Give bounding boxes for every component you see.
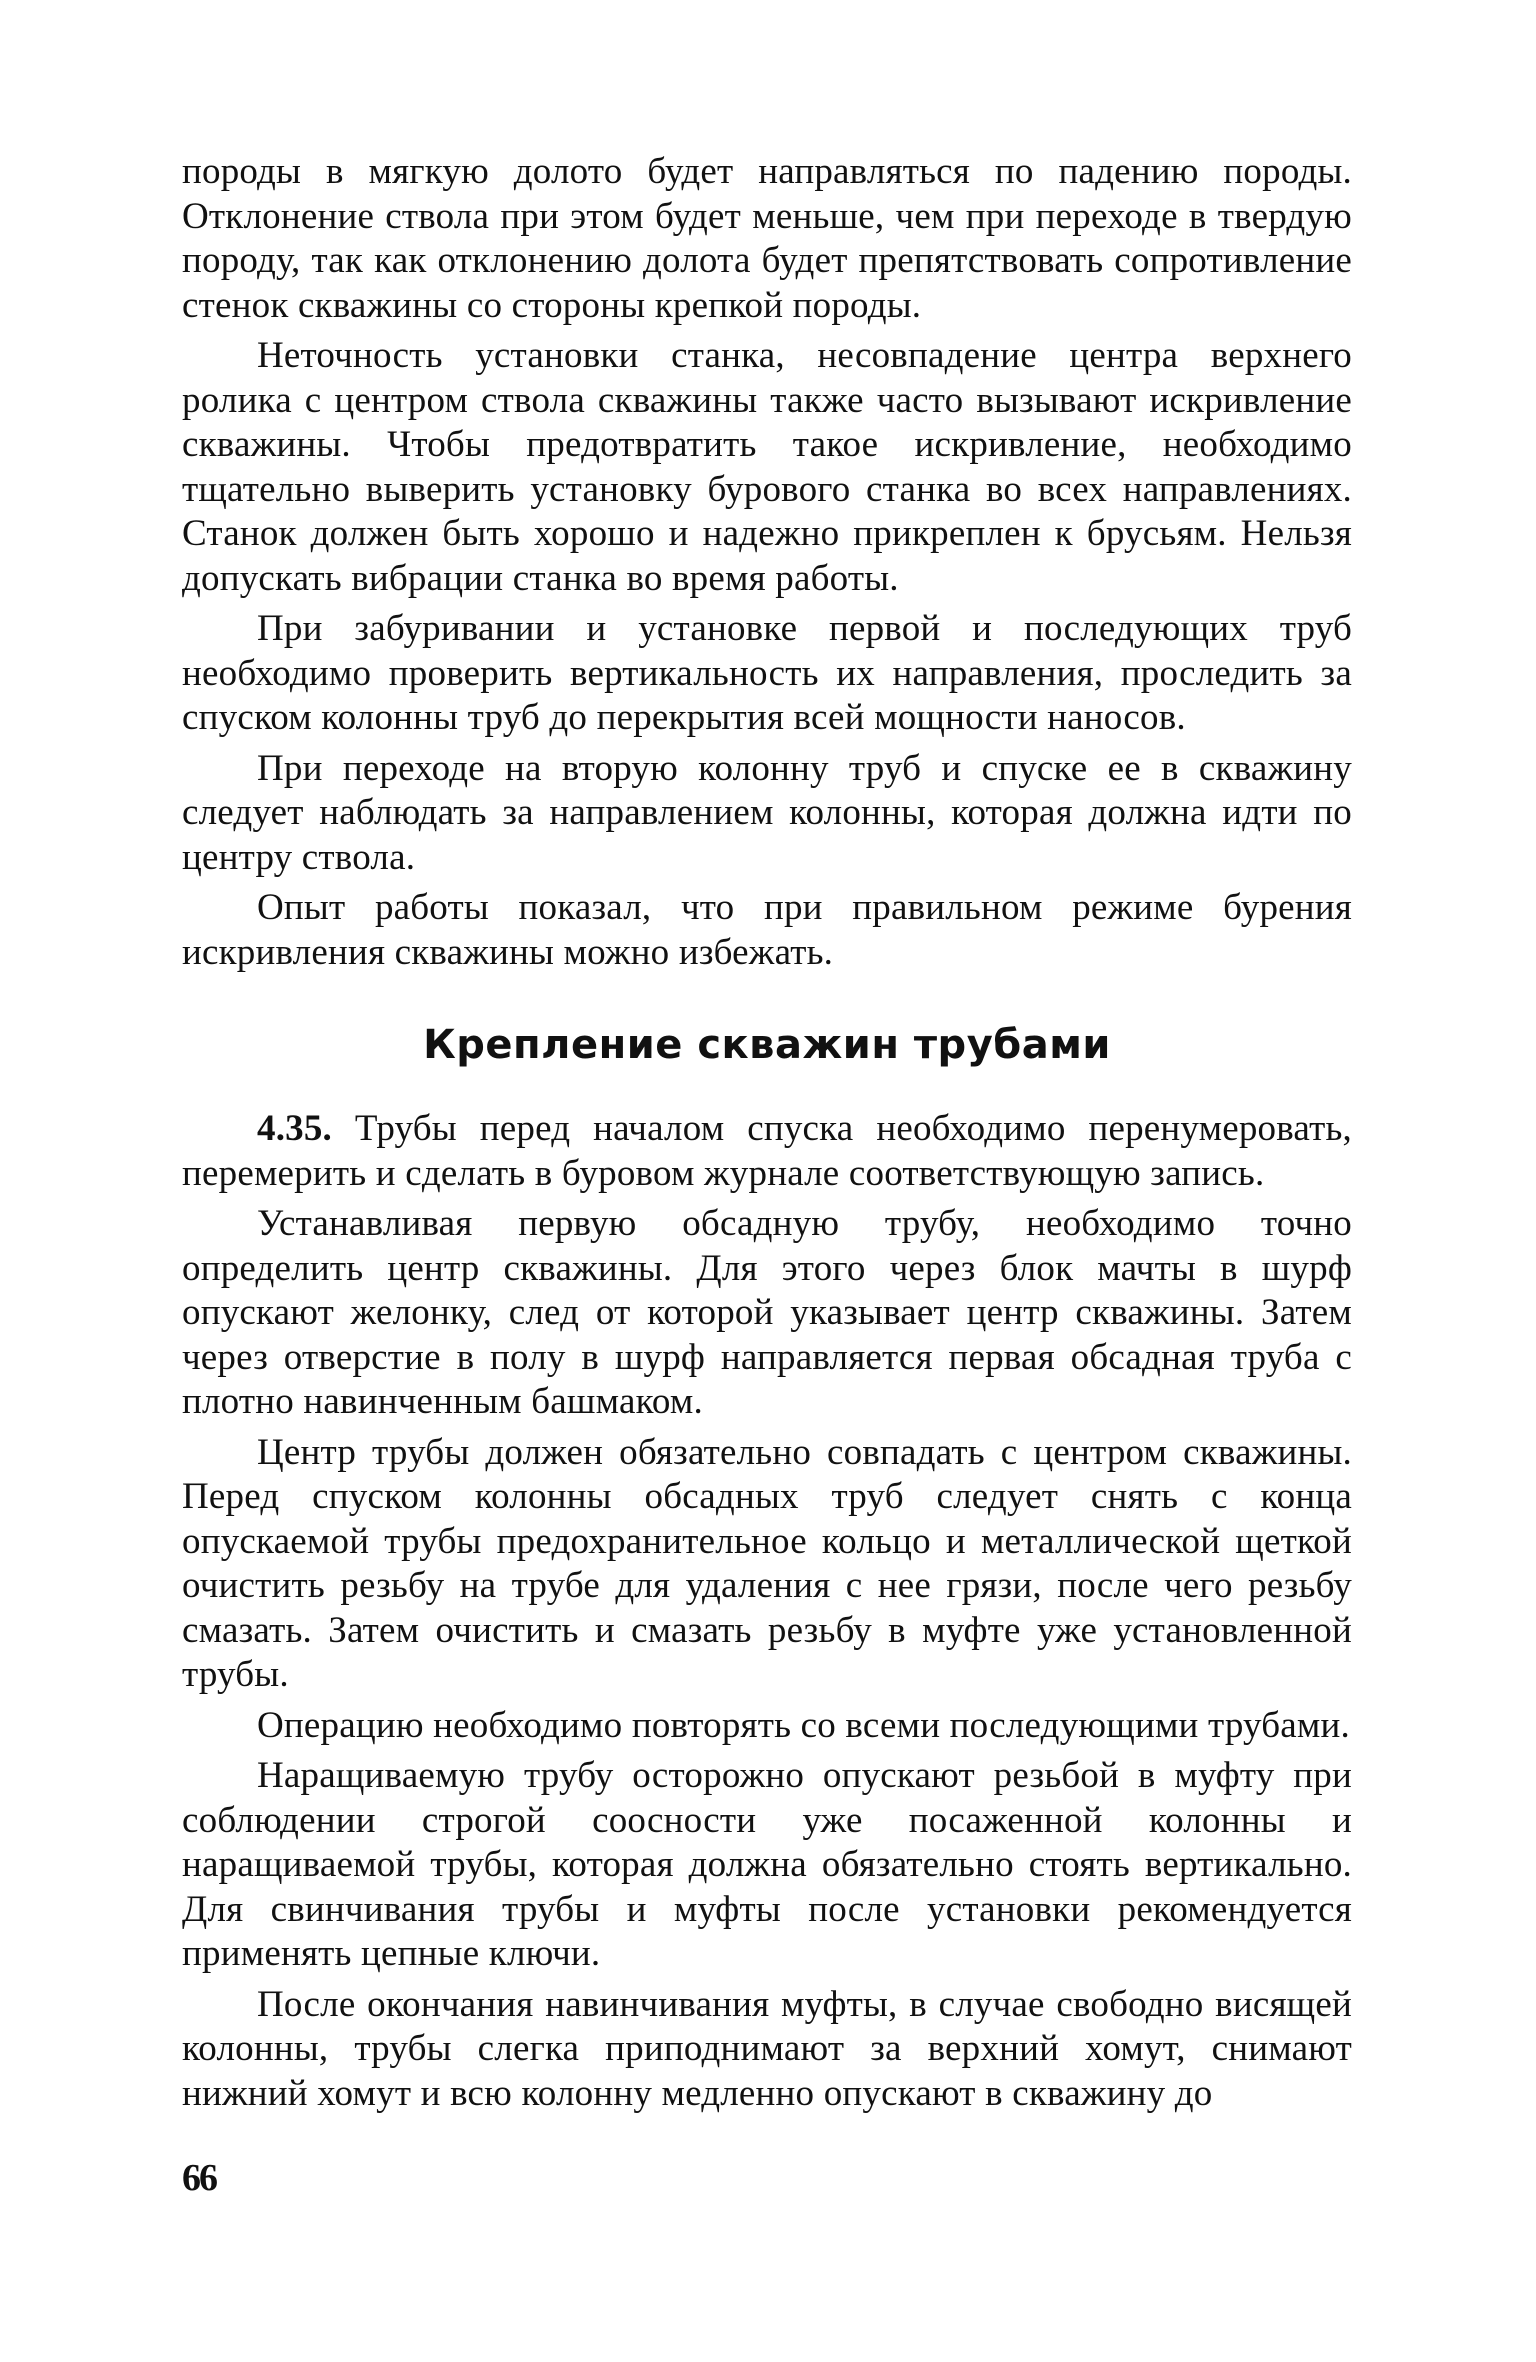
paragraph-experience: Опыт работы показал, что при правильном режиме бурения искривления скважины можно избежать. bbox=[182, 887, 1352, 973]
paragraph-second-column: При переходе на вторую колонну труб и спуске ее в скважину следует наблюдать за направлением колонны, которая должна идти по центру ствола. bbox=[182, 747, 1352, 878]
paragraph-section-4-35 bbox=[182, 1107, 1352, 1196]
paragraph-continuation: породы в мягкую долото будет направляться по падению породы. Отклонение ствола при этом будет меньше, чем при переходе в твердую породу, так как отклонению долота будет препятствовать сопротивление стенок скважины со стороны крепкой породы. bbox=[182, 151, 1352, 326]
section-number: 4.35. bbox=[257, 1108, 332, 1149]
page-number: 66 bbox=[182, 2157, 216, 2199]
section-first-text: Трубы перед началом спуска необходимо перенумеровать, перемерить и сделать в буровом журнале соответствующую запись. bbox=[182, 1108, 1352, 1194]
paragraph-extension-pipe: Наращиваемую трубу осторожно опускают резьбой в муфту при соблюдении строгой соосности уже посаженной колонны и наращиваемой трубы, которая должна обязательно стоять вертикально. Для свинчивания трубы и муфты после установки рекомендуется применять цепные ключи. bbox=[182, 1755, 1352, 1974]
paragraph-after-coupling: После окончания навинчивания муфты, в случае свободно висящей колонны, трубы слегка приподнимают за верхний хомут, снимают нижний хомут и всю колонну медленно опускают в скважину до bbox=[182, 1983, 1352, 2114]
page-body bbox=[182, 150, 1352, 2122]
paragraph-repeat-operation: Операцию необходимо повторять со всеми последующими трубами. bbox=[257, 1704, 1350, 1746]
section-heading: Крепление скважин трубами bbox=[423, 1022, 1111, 1068]
paragraph-pipe-center: Центр трубы должен обязательно совпадать с центром скважины. Перед спуском колонны обсадных труб следует снять с конца опускаемой трубы предохранительное кольцо и металлической щеткой очистить резьбу на трубе для удаления с нее грязи, после чего резьбу смазать. Затем очистить и смазать резьбу в муфте уже установленной трубы. bbox=[182, 1431, 1352, 1695]
paragraph-setup-inaccuracy: Неточность установки станка, несовпадение центра верхнего ролика с центром ствола скважины также часто вызывают искривление скважины. Чтобы предотвратить такое искривление, необходимо тщательно выверить установку бурового станка во всех направлениях. Станок должен быть хорошо и надежно прикреплен к брусьям. Нельзя допускать вибрации станка во время работы. bbox=[182, 335, 1352, 599]
paragraph-first-casing: Устанавливая первую обсадную трубу, необходимо точно определить центр скважины. Для этого через блок мачты в шурф опускают желонку, след от которой указывает центр скважины. Затем через отверстие в полу в шурф направляется первая обсадная труба с плотно навинченным башмаком. bbox=[182, 1203, 1352, 1422]
paragraph-spudding: При забуривании и установке первой и последующих труб необходимо проверить вертикальность их направления, проследить за спуском колонны труб до перекрытия всей мощности наносов. bbox=[182, 608, 1352, 738]
